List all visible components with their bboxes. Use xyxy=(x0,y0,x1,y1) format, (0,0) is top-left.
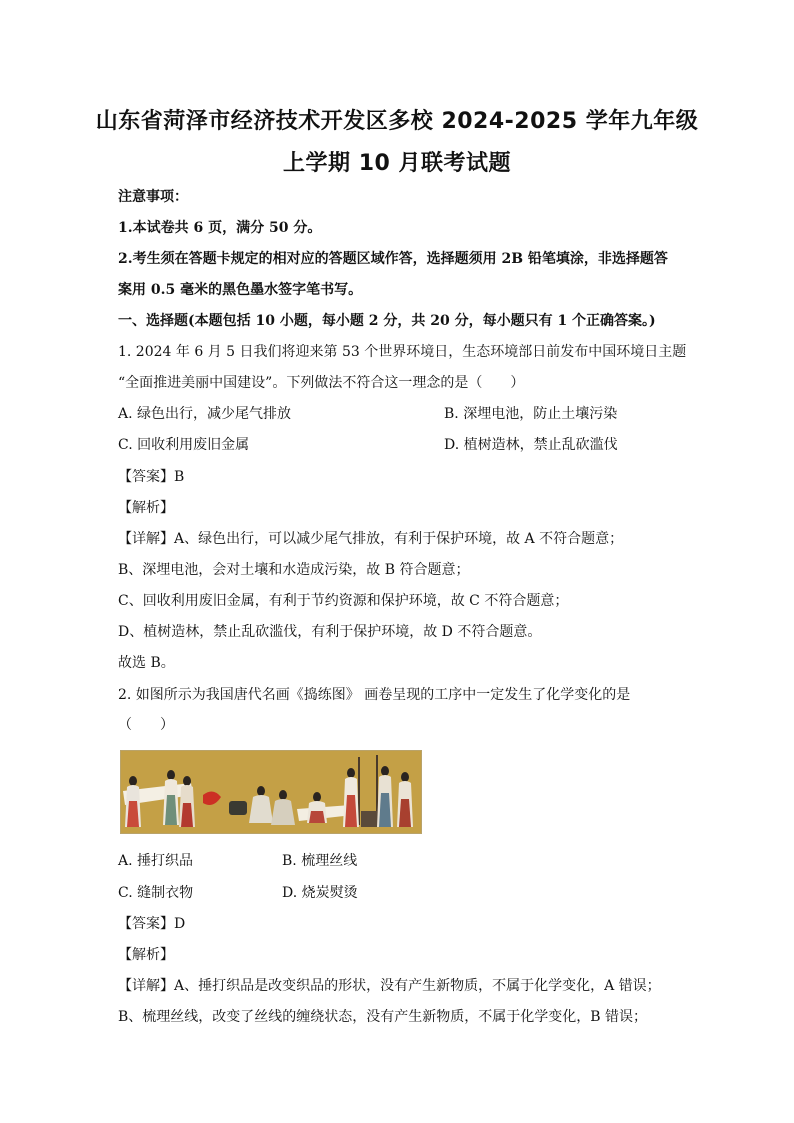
q1-option-b: B. 深埋电池，防止土壤污染 xyxy=(444,406,618,422)
q2-detail-2: B、梳理丝线，改变了丝线的缠绕状态，没有产生新物质，不属于化学变化，B 错误； xyxy=(118,1009,648,1025)
q1-detail-4: D、植树造林，禁止乱砍滥伐，有利于保护环境，故 D 不符合题意。 xyxy=(118,624,542,640)
q1-stem-b: “全面推进美丽中国建设”。下列做法不符合这一理念的是（ ） xyxy=(118,375,525,391)
section-heading: 一、选择题(本题包括 10 小题，每小题 2 分，共 20 分，每小题只有 1 个正确答案。) xyxy=(118,313,656,329)
q1-option-a: A. 绿色出行，减少尾气排放 xyxy=(118,406,292,422)
exam-title-line2: 上学期 10 月联考试题 xyxy=(283,151,511,176)
q2-option-c: C. 缝制衣物 xyxy=(118,885,194,901)
q2-stem-b: （ ） xyxy=(118,717,174,733)
q2-answer: 【答案】D xyxy=(118,916,186,932)
q2-stem-a: 2. 如图所示为我国唐代名画《捣练图》 画卷呈现的工序中一定发生了化学变化的是 xyxy=(118,687,631,703)
q1-detail-3: C、回收利用废旧金属，有利于节约资源和保护环境，故 C 不符合题意； xyxy=(118,593,569,609)
q2-option-b: B. 梳理丝线 xyxy=(282,853,358,869)
notice-heading: 注意事项： xyxy=(118,189,188,205)
notice-item-2a: 2.考生须在答题卡规定的相对应的答题区域作答，选择题须用 2B 铅笔填涂，非选择题答 xyxy=(118,251,668,267)
q2-option-a: A. 捶打织品 xyxy=(118,853,194,869)
q1-detail-2: B、深埋电池，会对土壤和水造成污染，故 B 符合题意； xyxy=(118,562,470,578)
q1-option-d: D. 植树造林，禁止乱砍滥伐 xyxy=(444,437,618,453)
q1-analysis: 【解析】 xyxy=(118,500,174,516)
q1-detail-1: 【详解】A、绿色出行，可以减少尾气排放，有利于保护环境，故 A 不符合题意； xyxy=(118,531,624,547)
q1-stem-a: 1. 2024 年 6 月 5 日我们将迎来第 53 个世界环境日，生态环境部日前发布中国环境日主题 xyxy=(118,344,687,360)
exam-title-line1: 山东省菏泽市经济技术开发区多校 2024-2025 学年九年级 xyxy=(95,109,699,134)
q1-conclusion: 故选 B。 xyxy=(118,655,175,671)
dao-lian-tu-painting xyxy=(120,750,422,834)
q2-analysis: 【解析】 xyxy=(118,947,174,963)
q1-answer: 【答案】B xyxy=(118,469,185,485)
q1-option-c: C. 回收利用废旧金属 xyxy=(118,437,250,453)
q2-option-d: D. 烧炭熨烫 xyxy=(282,885,358,901)
painting-illustration xyxy=(121,751,421,833)
notice-item-2b: 案用 0.5 毫米的黑色墨水签字笔书写。 xyxy=(118,282,363,298)
q2-detail-1: 【详解】A、捶打织品是改变织品的形状，没有产生新物质，不属于化学变化，A 错误； xyxy=(118,978,661,994)
notice-item-1: 1.本试卷共 6 页，满分 50 分。 xyxy=(118,220,322,236)
